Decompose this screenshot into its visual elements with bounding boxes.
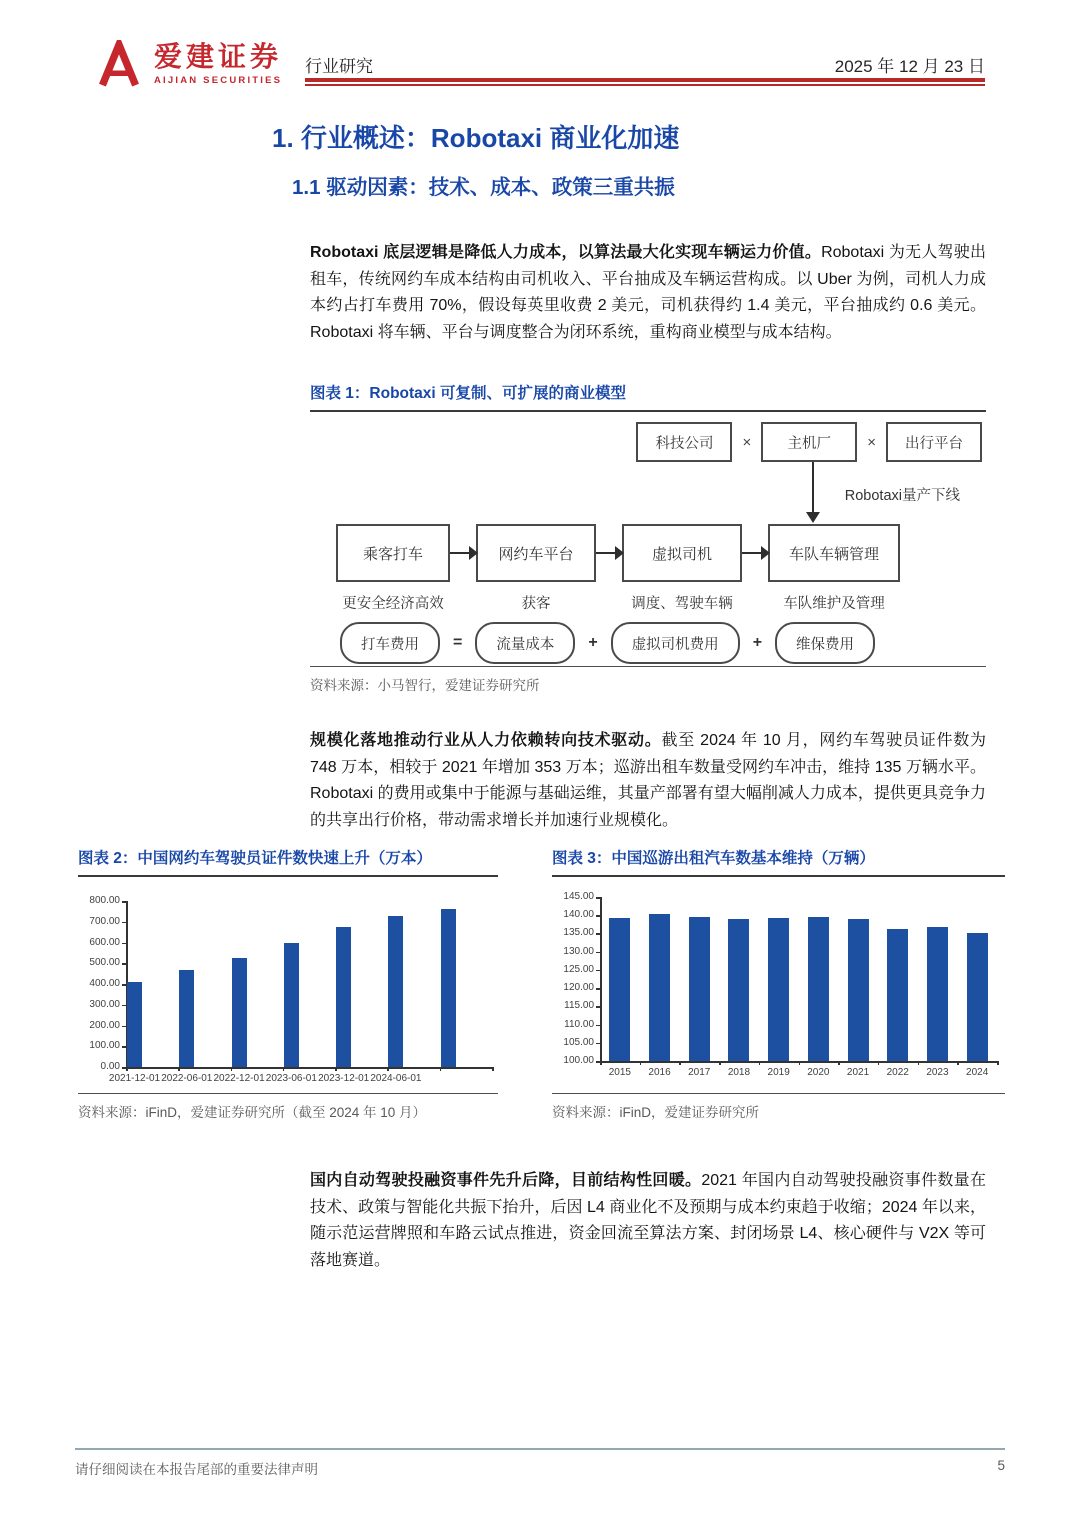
- paragraph-body: 2021 年国内自动驾驶投融资事件数量在技术、政策与智能化共振下抬升，后因 L4 商业化不及预期与成本约束趋于收缩；2024 年以来，随示范运营牌照和车路云试点推进，资金回流至算法方案、封闭场景 L4、核心硬件与 V2X 等可落地赛道。: [310, 1172, 986, 1269]
- arrow-label: Robotaxi量产下线: [844, 488, 960, 504]
- paragraph-robotaxi-logic: [310, 240, 986, 346]
- x-tick-label: 2021: [846, 1067, 870, 1078]
- multiply-sign: ×: [867, 433, 876, 451]
- figure1-diagram: [310, 418, 986, 666]
- y-tick-mark: [596, 1025, 600, 1027]
- mobility-platform-box: 出行平台: [886, 422, 982, 462]
- subsection-heading: 1.1 驱动因素：技术、成本、政策三重共振: [292, 176, 675, 199]
- y-tick-mark: [122, 922, 126, 924]
- figure1-source: 资料来源：小马智行，爱建证券研究所: [310, 678, 540, 693]
- tech-company-box: 科技公司: [636, 422, 732, 462]
- y-tick-mark: [122, 1026, 126, 1028]
- figure1-business-model: [310, 381, 986, 694]
- paragraph-lead: Robotaxi 底层逻辑是降低人力成本，以算法最大化实现车辆运力价值。: [310, 244, 822, 261]
- y-tick-mark: [596, 1006, 600, 1008]
- bar: [728, 919, 749, 1061]
- bar: [232, 958, 247, 1067]
- x-axis-line: [126, 1067, 492, 1069]
- x-tick-label: 2024: [966, 1067, 989, 1078]
- bar: [179, 970, 194, 1067]
- figure3-taxi-fleet: [552, 846, 1005, 1121]
- fare-pill: 打车费用: [340, 622, 440, 664]
- company-logo: [96, 40, 282, 88]
- fleet-management-box: 车队车辆管理: [768, 524, 900, 582]
- x-tick-mark: [640, 1061, 642, 1065]
- x-tick-mark: [231, 1067, 233, 1071]
- y-tick-mark: [596, 988, 600, 990]
- x-tick-mark: [719, 1061, 721, 1065]
- x-tick-label: 2016: [648, 1067, 671, 1078]
- header-divider: [305, 78, 985, 86]
- paragraph-lead: 国内自动驾驶投融资事件先升后降，目前结构性回暖。: [310, 1172, 702, 1189]
- y-tick-mark: [122, 943, 126, 945]
- cost-formula-row: [340, 622, 875, 664]
- y-tick-label: 100.00: [563, 1055, 594, 1066]
- paragraph-investment: [310, 1168, 986, 1274]
- page-number: 5: [997, 1458, 1005, 1473]
- y-tick-label: 0.00: [100, 1061, 120, 1072]
- x-tick-label: 2019: [767, 1067, 790, 1078]
- y-tick-label: 145.00: [563, 891, 594, 902]
- x-tick-label: 2023-12-01: [318, 1073, 370, 1084]
- x-tick-mark: [759, 1061, 761, 1065]
- y-tick-label: 105.00: [563, 1036, 594, 1048]
- y-tick-mark: [122, 963, 126, 965]
- footer-disclaimer: 请仔细阅读在本报告尾部的重要法律声明: [75, 1462, 318, 1477]
- virtual-driver-box: 虚拟司机: [622, 524, 742, 582]
- paragraph-body: Robotaxi 为无人驾驶出租车，传统网约车成本结构由司机收入、平台抽成及车辆运营构成。以 Uber 为例，司机人力成本约占打车费用 70%，假设每英里收费 2 美元，司机获得约 1.4 美元，平台抽成约 0.6 美元。Robotaxi 将车辆、平台与调度整合为闭环系统，重构商业模型与成本结构。: [310, 244, 986, 341]
- figure2-driver-certificates: [78, 846, 498, 1121]
- y-tick-label: 100.00: [89, 1040, 120, 1052]
- plus-sign: +: [752, 634, 763, 651]
- plus-sign: +: [588, 634, 598, 651]
- report-date: 2025 年 12 月 23 日: [834, 57, 985, 76]
- x-tick-mark: [126, 1067, 128, 1071]
- bar: [336, 927, 351, 1067]
- footer-divider: [75, 1448, 1005, 1450]
- flow-caption: 车队维护及管理: [783, 596, 885, 612]
- y-tick-mark: [122, 1046, 126, 1048]
- bar: [927, 927, 948, 1061]
- x-tick-mark: [838, 1061, 840, 1065]
- section-heading: 1. 行业概述：Robotaxi 商业化加速: [272, 123, 680, 153]
- x-tick-mark: [918, 1061, 920, 1065]
- bar: [689, 917, 710, 1061]
- x-tick-label: 2023-06-01: [265, 1073, 317, 1084]
- maintenance-cost-pill: 维保费用: [775, 622, 875, 664]
- figure3-source: 资料来源：iFinD，爱建证券研究所: [552, 1105, 760, 1120]
- y-tick-label: 125.00: [563, 963, 594, 975]
- x-tick-mark: [283, 1067, 285, 1071]
- multiply-sign: ×: [742, 433, 752, 451]
- bar: [388, 916, 403, 1067]
- y-tick-label: 135.00: [563, 927, 594, 939]
- brand-name-cn: 爱建证券: [154, 40, 283, 72]
- x-tick-label: 2022: [886, 1067, 909, 1078]
- figure2-title: 图表 2：中国网约车驾驶员证件数快速上升（万本）: [78, 850, 432, 867]
- x-tick-label: 2017: [688, 1067, 711, 1078]
- figure2-source: 资料来源：iFinD，爱建证券研究所（截至 2024 年 10 月）: [78, 1105, 427, 1120]
- bar: [441, 909, 456, 1067]
- y-tick-label: 140.00: [563, 909, 594, 921]
- x-tick-label: 2020: [807, 1067, 830, 1078]
- x-tick-mark: [799, 1061, 801, 1065]
- figure1-top-rule: [310, 410, 986, 412]
- flow-captions-row: [336, 592, 900, 613]
- x-tick-mark: [997, 1061, 999, 1065]
- bar: [284, 943, 299, 1067]
- y-tick-label: 800.00: [89, 895, 120, 906]
- y-axis-line: [600, 897, 602, 1061]
- paragraph-lead: 规模化落地推动行业从人力依赖转向技术驱动。: [310, 732, 662, 749]
- paragraph-scale-up: [310, 728, 986, 834]
- y-tick-label: 300.00: [89, 998, 120, 1010]
- flow-caption: 获客: [521, 596, 551, 612]
- taxi-fleet-bar-chart: [552, 885, 1005, 1093]
- y-tick-label: 130.00: [563, 945, 594, 957]
- right-arrow-icon: [742, 552, 768, 555]
- y-tick-label: 700.00: [89, 915, 120, 927]
- y-tick-mark: [596, 897, 600, 899]
- equals-sign: =: [453, 634, 463, 651]
- figure2-top-rule: [78, 875, 498, 877]
- bar: [808, 917, 829, 1061]
- paragraph-body: 截至 2024 年 10 月，网约车驾驶员证件数为 748 万本，相较于 2021 年增加 353 万本；巡游出租车数量受网约车冲击，维持 135 万辆水平。Robotaxi 的费用或集中于能源与基础运维，其量产部署有望大幅削减人力成本，提供更具竞争力的共享出行价格，带动需求增长并加速行业规模化。: [310, 732, 986, 829]
- y-tick-label: 500.00: [89, 957, 120, 969]
- ridehailing-platform-box: 网约车平台: [476, 524, 596, 582]
- y-tick-label: 200.00: [89, 1019, 120, 1031]
- x-tick-label: 2021-12-01: [108, 1073, 161, 1084]
- flow-row: [336, 524, 900, 582]
- down-arrow-icon: [812, 462, 815, 514]
- y-tick-mark: [122, 1005, 126, 1007]
- aijian-a-logo-icon: [96, 40, 142, 88]
- flow-caption: 调度、驾驶车辆: [631, 596, 733, 612]
- figure1-title: 图表 1：Robotaxi 可复制、可扩展的商业模型: [310, 385, 627, 402]
- right-arrow-icon: [450, 552, 476, 555]
- partner-row: [636, 422, 982, 462]
- y-tick-label: 110.00: [564, 1018, 594, 1030]
- bar: [649, 914, 670, 1061]
- y-tick-mark: [122, 901, 126, 903]
- y-tick-mark: [596, 933, 600, 935]
- flow-caption: 更安全经济高效: [342, 596, 444, 612]
- bar: [848, 919, 869, 1061]
- driver-certificates-bar-chart: [78, 885, 498, 1093]
- x-tick-label: 2024-06-01: [370, 1073, 422, 1084]
- x-tick-mark: [387, 1067, 389, 1071]
- x-tick-label: 2018: [727, 1067, 751, 1078]
- passenger-hailing-box: 乘客打车: [336, 524, 450, 582]
- x-tick-mark: [178, 1067, 180, 1071]
- x-tick-mark: [679, 1061, 681, 1065]
- report-type-label: 行业研究: [305, 57, 373, 76]
- y-tick-mark: [596, 1043, 600, 1045]
- right-arrow-icon: [596, 552, 622, 555]
- figure3-top-rule: [552, 875, 1005, 877]
- y-tick-label: 115.00: [564, 1000, 594, 1012]
- y-tick-label: 120.00: [563, 982, 594, 994]
- x-tick-label: 2022-12-01: [213, 1073, 265, 1084]
- bar: [887, 929, 908, 1061]
- bar: [768, 918, 789, 1061]
- x-tick-label: 2015: [608, 1067, 631, 1078]
- y-tick-mark: [596, 915, 600, 917]
- x-tick-mark: [957, 1061, 959, 1065]
- oem-box: 主机厂: [761, 422, 857, 462]
- y-tick-label: 400.00: [89, 978, 120, 989]
- x-tick-mark: [335, 1067, 337, 1071]
- brand-name-en: AIJIAN SECURITIES: [154, 74, 283, 86]
- y-tick-mark: [596, 952, 600, 954]
- traffic-cost-pill: 流量成本: [475, 622, 575, 664]
- bar: [127, 982, 142, 1067]
- bar: [609, 918, 630, 1061]
- x-tick-label: 2023: [926, 1067, 949, 1078]
- x-tick-label: 2022-06-01: [161, 1073, 213, 1084]
- x-tick-mark: [492, 1067, 494, 1071]
- x-tick-mark: [440, 1067, 442, 1071]
- x-tick-mark: [878, 1061, 880, 1065]
- y-tick-label: 600.00: [89, 936, 120, 948]
- y-tick-mark: [122, 984, 126, 986]
- x-tick-mark: [600, 1061, 602, 1065]
- figure3-title: 图表 3：中国巡游出租汽车数基本维持（万辆）: [552, 850, 875, 867]
- y-tick-mark: [596, 970, 600, 972]
- virtual-driver-cost-pill: 虚拟司机费用: [611, 622, 740, 664]
- bar: [967, 933, 988, 1061]
